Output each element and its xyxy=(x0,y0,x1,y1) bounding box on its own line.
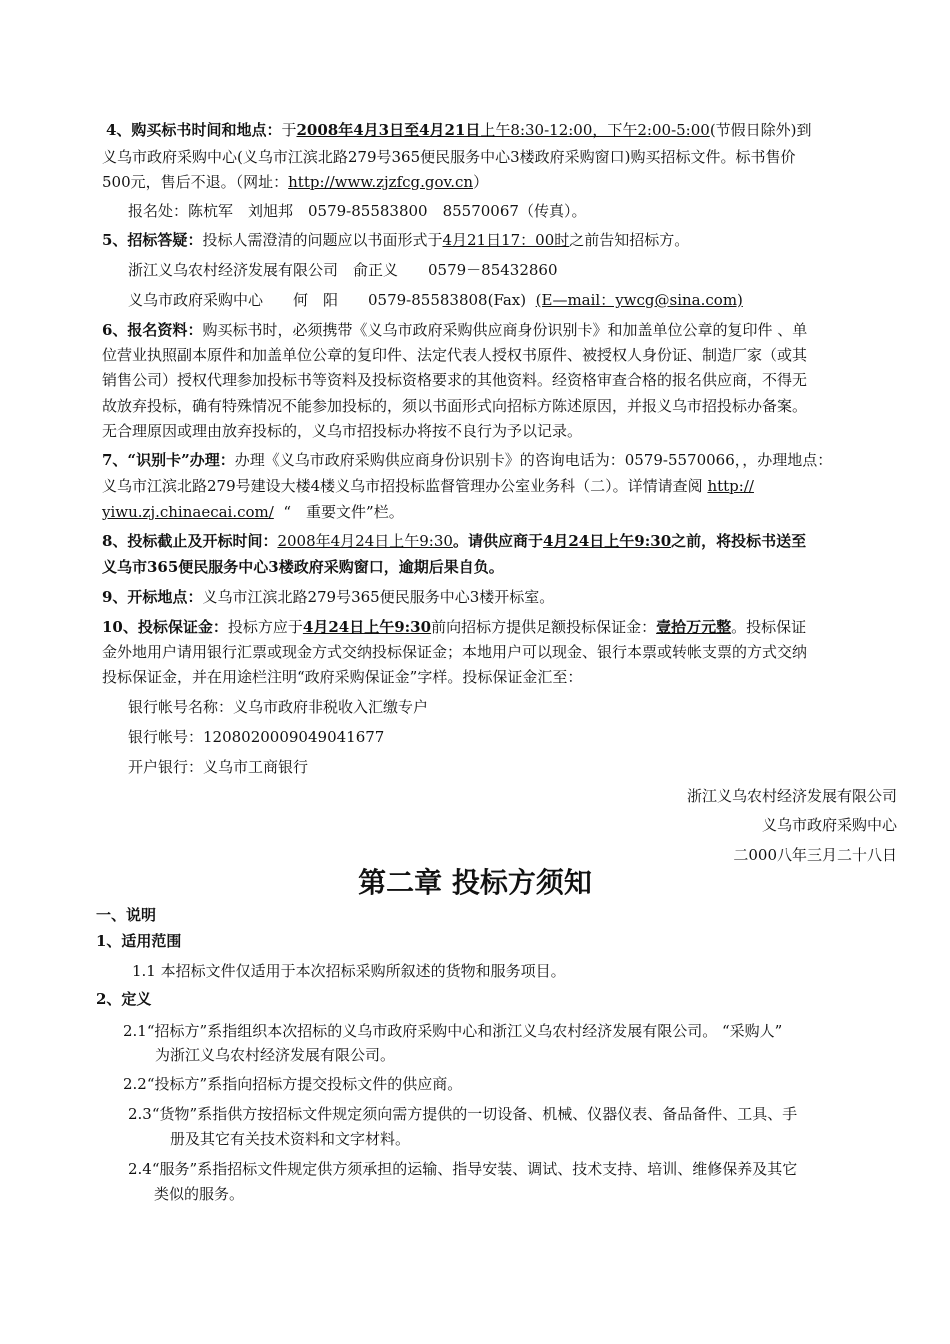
s6-line2: 位营业执照副本原件和加盖单位公章的复印件、法定代表人授权书原件、被授权人身份证、制造厂家（或其 xyxy=(102,346,808,364)
s10-amount: 壹拾万元整 xyxy=(656,618,732,636)
s10-pre: 投标方应于 xyxy=(227,618,303,636)
clause-2-1-line1: 2.1“招标方”系指组织本次招标的义乌市政府采购中心和浙江义乌农村经济发展有限公司。 “采购人” xyxy=(123,1022,783,1040)
s6-line3: 销售公司）授权代理参加投标书等资料及投标资格要求的其他资料。经资格审查合格的报名供应商，不得无 xyxy=(102,371,808,389)
section-explanation: 一、说明 xyxy=(96,906,157,924)
clause-2-1-line2: 为浙江义乌农村经济发展有限公司。 xyxy=(155,1046,396,1064)
s8-line1 xyxy=(102,531,806,553)
s6-l1: 购买标书时，必须携带《义乌市政府采购供应商身份识别卡》和加盖单位公章的复印件 、单 xyxy=(202,321,808,339)
s9-line1 xyxy=(102,587,554,609)
s7-link-part1[interactable]: http:// xyxy=(707,477,754,495)
s7-l2: 义乌市江滨北路279号建设大楼4楼义乌市招投标监督管理办公室业务科（二）。详情请查阅 xyxy=(102,477,703,495)
clause-2-3-line1: 2.3“货物”系指供方按招标文件规定须向需方提供的一切设备、机械、仪器仪表、备品备件、工具、手 xyxy=(128,1105,798,1123)
clause-2-3-line2: 册及其它有关技术资料和文字材料。 xyxy=(170,1130,411,1148)
s8-tail: 之前，将投标书送至 xyxy=(671,532,807,550)
s5-contact2 xyxy=(128,290,743,312)
s4-line3 xyxy=(102,172,488,194)
signature-org2: 义乌市政府采购中心 xyxy=(761,816,897,834)
s10-account-number: 银行帐号：1208020009049041677 xyxy=(128,728,385,746)
s5-text: 投标人需澄清的问题应以书面形式于 xyxy=(202,231,443,249)
s5-contact2-text: 义乌市政府采购中心 何 阳 0579-85583808(Fax) xyxy=(128,291,527,309)
s10-time: 4月24日上午9:30 xyxy=(302,618,432,636)
s6-heading: 6、报名资料： xyxy=(102,321,203,339)
s8-time2: 4月24日上午9:30 xyxy=(542,532,672,550)
signature-org1: 浙江义乌农村经济发展有限公司 xyxy=(686,787,897,805)
s5-line1 xyxy=(102,230,689,252)
s9-text: 义乌市江滨北路279号365便民服务中心3楼开标室。 xyxy=(202,588,555,606)
s9-heading: 9、开标地点： xyxy=(102,588,203,606)
s8-mid: 。请供应商于 xyxy=(452,532,543,550)
clause-2-4-line2: 类似的服务。 xyxy=(154,1185,245,1203)
section-scope: 1、适用范围 xyxy=(96,932,182,950)
s4-pre: 于 xyxy=(281,121,297,139)
s6-line1 xyxy=(102,320,807,342)
s7-link-part2[interactable]: yiwu.zj.chinaecai.com/ xyxy=(102,503,274,521)
s8-line2: 义乌市365便民服务中心3楼政府采购窗口，逾期后果自负。 xyxy=(102,558,504,576)
s5-deadline: 4月21日17：00时 xyxy=(442,231,570,249)
s8-heading: 8、投标截止及开标时间： xyxy=(102,532,278,550)
s4-heading: 4、购买标书时间和地点： xyxy=(106,121,282,139)
signature-date: 二000八年三月二十八日 xyxy=(733,846,897,864)
s4-registration: 报名处：陈杭军 刘旭邦 0579-85583800 85570067（传真）。 xyxy=(128,202,587,220)
s10-line2: 金外地用户请用银行汇票或现金方式交纳投标保证金；本地用户可以现金、银行本票或转帐支票的方式交纳 xyxy=(102,643,808,661)
s10-bank: 开户银行：义乌市工商银行 xyxy=(128,758,309,776)
s7-line2 xyxy=(102,476,754,498)
s7-line1 xyxy=(102,450,832,472)
s4-date: 2008年4月3日至4月21日 xyxy=(296,121,481,139)
s10-tail: 。投标保证 xyxy=(731,618,807,636)
s5-heading: 5、招标答疑： xyxy=(102,231,203,249)
s7-line3 xyxy=(102,502,404,524)
s10-account-name: 银行帐号名称：义乌市政府非税收入汇缴专户 xyxy=(128,698,429,716)
s4-line3-pre: 500元，售后不退。（网址： xyxy=(102,173,289,191)
s8-time: 2008年4月24日上午9:30 xyxy=(277,532,453,550)
clause-1-1: 1.1 本招标文件仅适用于本次招标采购所叙述的货物和服务项目。 xyxy=(132,962,566,980)
s5-email-link[interactable]: (E—mail：ywcg@sina.com) xyxy=(535,291,743,309)
s10-mid: 前向招标方提供足额投标保证金： xyxy=(431,618,657,636)
s10-line3: 投标保证金，并在用途栏注明“政府采购保证金”字样。投标保证金汇至： xyxy=(102,668,583,686)
s4-line2: 义乌市政府采购中心(义乌市江滨北路279号365便民服务中心3楼政府采购窗口)购买招标文件。标书售价 xyxy=(102,148,796,166)
chapter-title: 第二章 投标方须知 xyxy=(358,866,592,899)
s5-tail: 之前告知招标方。 xyxy=(569,231,690,249)
s4-line1 xyxy=(106,120,812,142)
s10-heading: 10、投标保证金： xyxy=(102,618,228,636)
clause-2-2: 2.2“投标方”系指向招标方提交投标文件的供应商。 xyxy=(123,1075,463,1093)
s10-line1 xyxy=(102,617,806,639)
s7-heading: 7、“识别卡”办理： xyxy=(102,451,235,469)
section-definitions: 2、定义 xyxy=(96,990,152,1008)
s6-line4: 故放弃投标，确有特殊情况不能参加投标的，须以书面形式向招标方陈述原因，并报义乌市招投标办备案。 xyxy=(102,397,808,415)
s6-line5: 无合理原因或理由放弃投标的，义乌市招投标办将按不良行为予以记录。 xyxy=(102,422,583,440)
s4-line3-post: ） xyxy=(473,173,489,191)
s7-l3tail: “ 重要文件”栏。 xyxy=(283,503,404,521)
s4-time: 上午8:30-12:00，下午2:00-5:00 xyxy=(480,121,710,139)
s4-website-link[interactable]: http://www.zjzfcg.gov.cn xyxy=(288,173,474,191)
clause-2-4-line1: 2.4“服务”系指招标文件规定供方须承担的运输、指导安装、调试、技术支持、培训、维修保养及其它 xyxy=(128,1160,798,1178)
s5-contact1: 浙江义乌农村经济发展有限公司 俞正义 0579－85432860 xyxy=(128,261,558,279)
s4-tail: (节假日除外)到 xyxy=(709,121,812,139)
s7-l1: 办理《义乌市政府采购供应商身份识别卡》的咨询电话为：0579-5570066，，办理地点： xyxy=(234,451,833,469)
